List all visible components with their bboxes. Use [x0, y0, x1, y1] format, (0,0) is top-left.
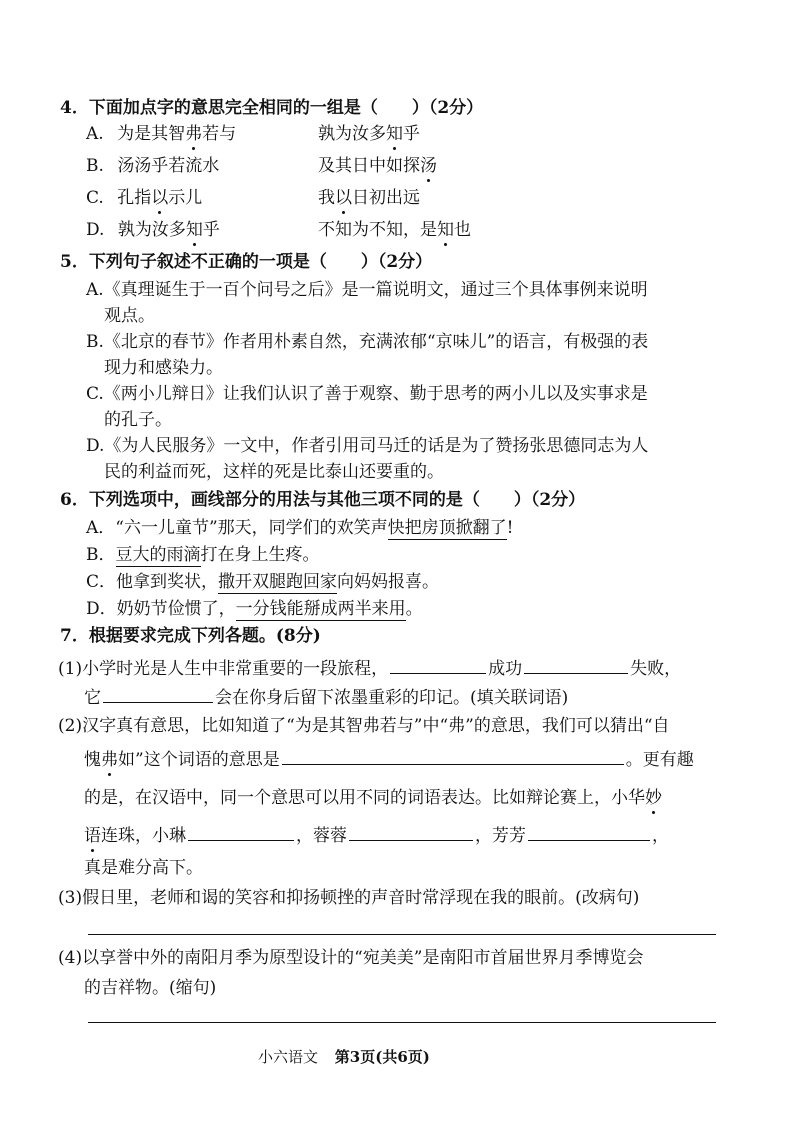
- q5-option-d-line2: 民的利益而死，这样的死是比泰山还要重的。: [104, 462, 444, 482]
- q4-option-b: [86, 154, 437, 178]
- q5-option-b-line2: 现力和感染力。: [104, 358, 223, 378]
- q4-a-left: 为是其智弗若与: [117, 124, 237, 144]
- q4-option-d: [86, 218, 471, 242]
- dotted-char: 汤: [420, 156, 437, 176]
- q7-part2-line1: (2)汉字真有意思，比如知道了“为是其智弗若与”中“弗”的意思，我们可以猜出“自: [58, 716, 670, 736]
- answer-blank[interactable]: [188, 822, 294, 841]
- q6-stem: 6．下列选项中，画线部分的用法与其他三项不同的是（ ）（2分）: [60, 490, 586, 510]
- footer-page-number: 第3页(共6页): [334, 1048, 430, 1066]
- q4-c-left: 孔指以示儿: [117, 188, 203, 208]
- footer-subject: 小六语文: [258, 1048, 319, 1066]
- q7-part1-line2: 它 会在你身后留下浓墨重彩的印记。(填关联词语): [84, 684, 568, 710]
- q6-option-b: B．豆大的雨滴打在身上生疼。: [86, 545, 320, 565]
- option-label: C.: [86, 188, 104, 208]
- q7-part3-answer-line[interactable]: [88, 934, 716, 935]
- q5-option-b-line1: B.《北京的春节》作者用朴素自然，充满浓郁“京味儿”的语言，有极强的表: [86, 332, 649, 352]
- q4-d-right: 不知为不知，是知也: [318, 220, 471, 240]
- q5-option-c-line2: 的孔子。: [104, 410, 172, 430]
- dotted-char: 弗: [185, 124, 203, 144]
- underlined-phrase: 撒开双腿跑回家: [218, 572, 338, 592]
- page-footer: [258, 1046, 430, 1067]
- q7-part4-line1: (4)以享誉中外的南阳月季为原型设计的“宛美美”是南阳市首届世界月季博览会: [58, 948, 644, 968]
- q7-part2-line2: 愧弗如”这个词语的意思是 。更有趣: [84, 746, 694, 772]
- q6-option-a: A．“六一儿童节”那天，同学们的欢笑声快把房顶掀翻了!: [86, 518, 514, 538]
- dotted-char: 妙: [645, 788, 662, 808]
- answer-blank[interactable]: [349, 822, 473, 841]
- q4-option-a: [86, 122, 420, 146]
- q4-stem: 4．下面加点字的意思完全相同的一组是（ ）（2分）: [60, 98, 484, 118]
- q6-option-d: D．奶奶节俭惯了，一分钱能掰成两半来用。: [86, 599, 423, 619]
- underlined-phrase: 一分钱能掰成两半来用: [235, 599, 406, 619]
- dotted-char: 以: [335, 188, 352, 208]
- q4-option-c: [86, 186, 420, 210]
- answer-blank[interactable]: [103, 684, 213, 703]
- dotted-char: 知: [386, 124, 403, 144]
- q7-part3-line1: (3)假日里，老师和谒的笑容和抑扬顿挫的声音时常浮现在我的眼前。(改病句): [58, 888, 640, 908]
- option-label: D.: [86, 220, 105, 240]
- q5-option-a-line1: A.《真理诞生于一百个问号之后》是一篇说明文，通过三个具体事例来说明: [86, 280, 648, 300]
- option-label: A.: [86, 124, 104, 144]
- q5-option-a-line2: 观点。: [104, 306, 155, 326]
- q7-part4-answer-line[interactable]: [88, 1022, 716, 1023]
- dotted-char: 弗: [101, 750, 118, 770]
- answer-blank[interactable]: [524, 655, 628, 674]
- q5-option-c-line1: C.《两小儿辩日》让我们认识了善于观察、勤于思考的两小儿以及实事求是: [86, 384, 648, 404]
- q7-part1-line1: (1)小学时光是人生中非常重要的一段旅程， 成功 失败，: [58, 655, 681, 681]
- q6-option-c: C．他拿到奖状，撒开双腿跑回家向妈妈报喜。: [86, 572, 440, 592]
- q5-stem: 5．下列句子叙述不正确的一项是（ ）（2分）: [60, 252, 433, 272]
- answer-blank[interactable]: [282, 746, 624, 765]
- q7-part2-line5: 真是难分高下。: [84, 858, 203, 878]
- q7-part2-line3: 的是，在汉语中，同一个意思可以用不同的词语表达。比如辩论赛上，小华妙: [84, 788, 662, 808]
- answer-blank[interactable]: [390, 655, 486, 674]
- q5-option-d-line1: D.《为人民服务》一文中，作者引用司马迁的话是为了赞扬张思德同志为人: [86, 436, 649, 456]
- q4-b-right: 及其日中如探汤: [318, 156, 437, 176]
- dotted-char: 知: [437, 220, 454, 240]
- dotted-char: 知: [185, 220, 203, 240]
- q4-d-left: 孰为汝多知乎: [117, 220, 220, 240]
- answer-blank[interactable]: [528, 822, 650, 841]
- underlined-phrase: 快把房顶掀翻了: [387, 518, 507, 538]
- q7-part2-line4: 语连珠，小琳 ，蓉蓉 ，芳芳 ，: [84, 822, 669, 848]
- dotted-char: 语: [84, 826, 101, 846]
- q4-a-right: 孰为汝多知乎: [318, 124, 420, 144]
- q7-stem: 7．根据要求完成下列各题。(8分): [60, 626, 321, 646]
- underlined-phrase: 豆大的雨滴: [115, 545, 201, 565]
- dotted-char: 以: [151, 188, 169, 208]
- q4-c-right: 我以日初出远: [318, 188, 420, 208]
- q7-part4-line2: 的吉祥物。(缩句): [84, 978, 217, 998]
- option-label: B.: [86, 156, 104, 176]
- q4-b-left: 汤汤乎若流水: [117, 156, 220, 176]
